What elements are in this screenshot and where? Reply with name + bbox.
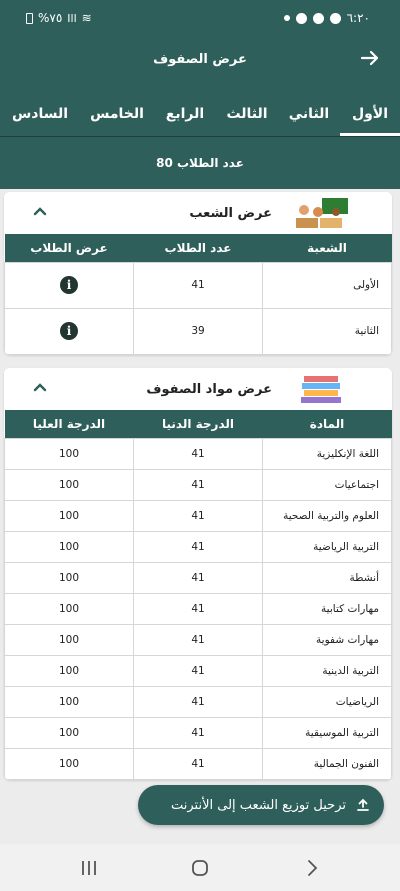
- page-title: عرض الصفوف: [153, 52, 247, 67]
- table-row: [5, 500, 392, 531]
- info-icon[interactable]: i: [60, 322, 78, 340]
- battery-icon: [26, 13, 33, 24]
- max-grade: 100: [5, 686, 134, 717]
- min-grade: 41: [134, 655, 263, 686]
- info-icon[interactable]: i: [60, 276, 78, 294]
- max-grade: 100: [5, 438, 134, 469]
- subjects-card-header[interactable]: [4, 368, 392, 410]
- subject-name: مهارات كتابية: [263, 593, 392, 624]
- grade-tabs: [0, 86, 400, 136]
- min-grade: 41: [134, 438, 263, 469]
- min-grade: 41: [134, 686, 263, 717]
- min-grade: 41: [134, 469, 263, 500]
- upload-sections-label: ترحيل توزيع الشعب إلى الأنترنت: [170, 797, 346, 813]
- sections-title: عرض الشعب: [189, 206, 272, 221]
- table-row: [5, 469, 392, 500]
- tab-sixth[interactable]: السادس: [11, 106, 69, 122]
- whatsapp-icon: [330, 13, 341, 24]
- min-grade: 41: [134, 500, 263, 531]
- table-row: [5, 748, 392, 779]
- back-chevron-icon[interactable]: [299, 856, 325, 880]
- tab-first[interactable]: الأول: [340, 86, 400, 136]
- max-grade: 100: [5, 531, 134, 562]
- app-notification-icon-2: [313, 13, 324, 24]
- max-grade: 100: [5, 717, 134, 748]
- subjects-card: [4, 368, 392, 780]
- status-time: ٦:٢٠: [346, 11, 370, 25]
- status-bar: [0, 0, 400, 36]
- sections-card: [4, 192, 392, 355]
- max-grade: 100: [5, 748, 134, 779]
- table-row: [5, 531, 392, 562]
- max-grade: 100: [5, 655, 134, 686]
- table-row: [5, 438, 392, 469]
- max-grade: 100: [5, 593, 134, 624]
- tab-second[interactable]: الثاني: [288, 106, 330, 122]
- min-grade: 41: [134, 748, 263, 779]
- section-count: 41: [134, 262, 263, 308]
- notification-dot-icon: [284, 15, 290, 21]
- classroom-illustration-icon: [292, 196, 352, 230]
- table-row: [5, 655, 392, 686]
- app-header: [0, 36, 400, 86]
- signal-icon: Ill: [67, 11, 77, 25]
- students-count-bar: [0, 137, 400, 189]
- sections-table: [4, 234, 392, 355]
- tab-fourth[interactable]: الرابع: [165, 106, 205, 122]
- tab-fifth[interactable]: الخامس: [90, 106, 144, 122]
- recent-apps-icon[interactable]: [76, 856, 102, 880]
- column-header-subject: المادة: [263, 410, 392, 438]
- system-navigation-bar: [0, 844, 400, 891]
- upload-sections-button[interactable]: [138, 785, 384, 825]
- app-notification-icon: [296, 13, 307, 24]
- section-name: الأولى: [263, 262, 392, 308]
- upload-icon: [356, 798, 370, 812]
- arrow-right-icon[interactable]: [358, 46, 382, 70]
- subject-name: أنشطة: [263, 562, 392, 593]
- table-row: [5, 686, 392, 717]
- battery-text: %٧٥: [38, 11, 63, 25]
- subject-name: الفنون الجمالية: [263, 748, 392, 779]
- column-header-students-count: عدد الطلاب: [134, 234, 263, 262]
- max-grade: 100: [5, 469, 134, 500]
- section-name: الثانية: [263, 308, 392, 354]
- tab-third[interactable]: الثالث: [226, 106, 268, 122]
- column-header-view-students: عرض الطلاب: [5, 234, 134, 262]
- min-grade: 41: [134, 593, 263, 624]
- min-grade: 41: [134, 624, 263, 655]
- subjects-title: عرض مواد الصفوف: [146, 382, 272, 397]
- table-row: [5, 262, 392, 308]
- column-header-max-grade: الدرجة العليا: [5, 410, 134, 438]
- subject-name: اجتماعيات: [263, 469, 392, 500]
- chevron-up-icon[interactable]: [32, 204, 48, 220]
- home-icon[interactable]: [187, 856, 213, 880]
- sections-header-row: [5, 234, 392, 262]
- max-grade: 100: [5, 624, 134, 655]
- column-header-min-grade: الدرجة الدنيا: [134, 410, 263, 438]
- min-grade: 41: [134, 562, 263, 593]
- students-count: عدد الطلاب 80: [156, 156, 244, 170]
- subjects-header-row: [5, 410, 392, 438]
- subject-name: التربية الدينية: [263, 655, 392, 686]
- min-grade: 41: [134, 717, 263, 748]
- section-count: 39: [134, 308, 263, 354]
- wifi-icon: ≋: [81, 11, 92, 25]
- subject-name: التربية الرياضية: [263, 531, 392, 562]
- subject-name: اللغة الإنكليزية: [263, 438, 392, 469]
- subject-name: العلوم والتربية الصحية: [263, 500, 392, 531]
- status-right: [284, 11, 370, 25]
- table-row: [5, 593, 392, 624]
- subject-name: الرياضيات: [263, 686, 392, 717]
- view-students-cell: [5, 262, 134, 308]
- table-row: [5, 308, 392, 354]
- table-row: [5, 717, 392, 748]
- min-grade: 41: [134, 531, 263, 562]
- subjects-table-body: [5, 438, 392, 779]
- view-students-cell: [5, 308, 134, 354]
- subject-name: مهارات شفوية: [263, 624, 392, 655]
- subjects-table: [4, 410, 392, 780]
- books-illustration-icon: [292, 372, 352, 406]
- subject-name: التربية الموسيقية: [263, 717, 392, 748]
- max-grade: 100: [5, 562, 134, 593]
- column-header-section: الشعبة: [263, 234, 392, 262]
- table-row: [5, 562, 392, 593]
- max-grade: 100: [5, 500, 134, 531]
- chevron-up-icon[interactable]: [32, 380, 48, 396]
- status-left: [26, 11, 92, 25]
- sections-card-header[interactable]: [4, 192, 392, 234]
- table-row: [5, 624, 392, 655]
